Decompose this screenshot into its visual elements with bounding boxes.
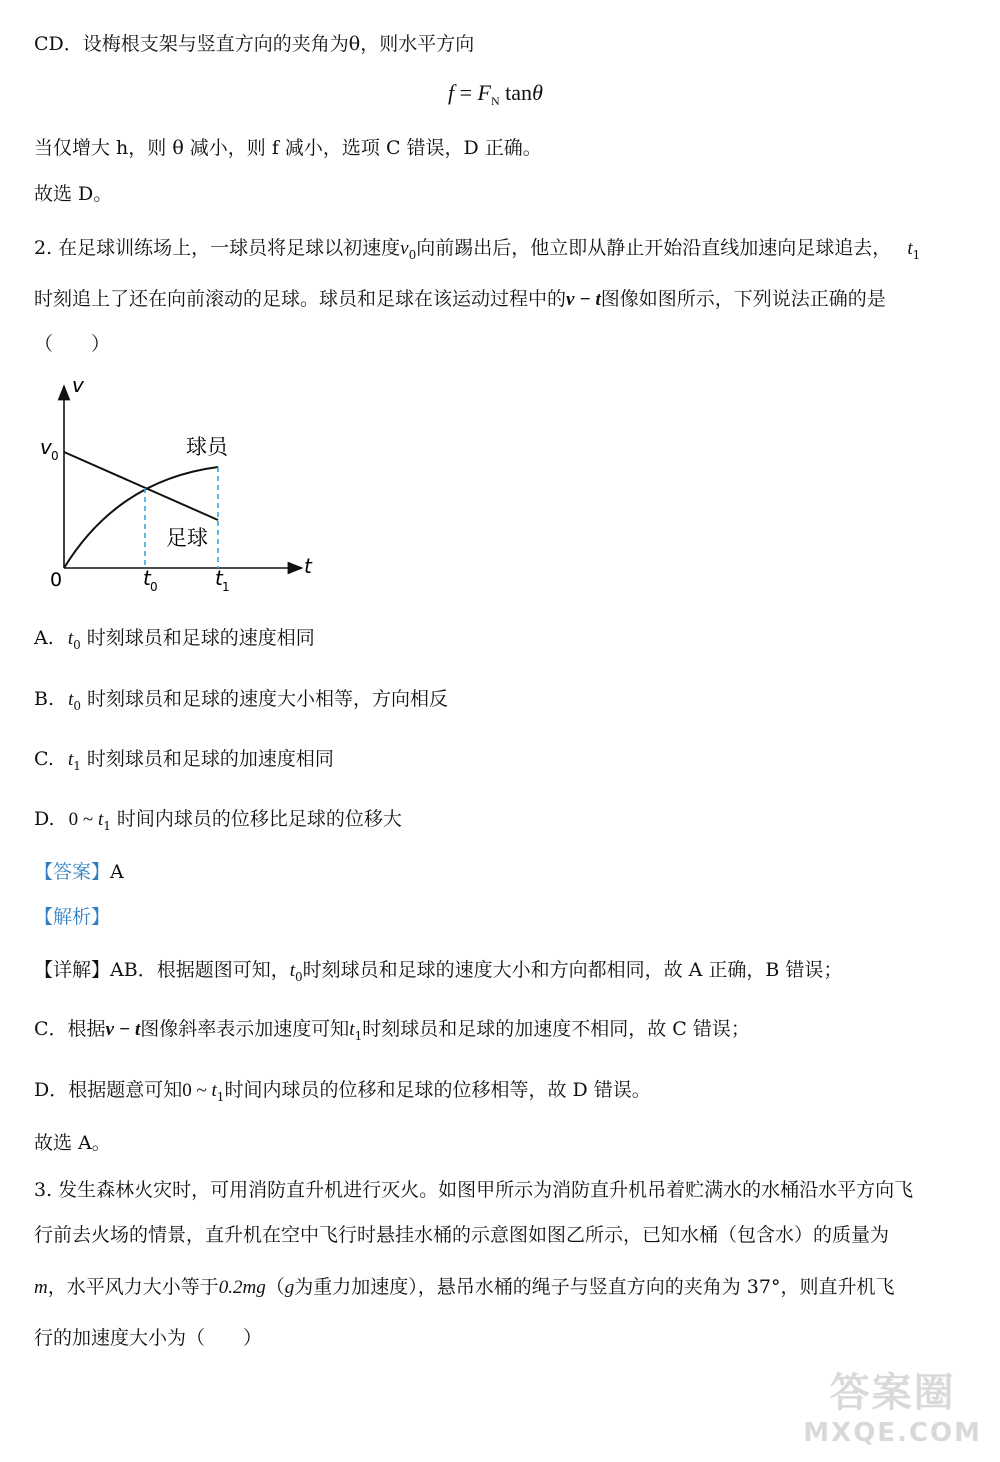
ball-label: 足球 (166, 526, 208, 550)
q2-vt-figure (30, 370, 330, 600)
analysis-tag: 【解析】 (34, 906, 111, 928)
q2-option-c: C. $t_1$ 时刻球员和足球的加速度相同 (34, 748, 334, 773)
t1-label: t (215, 566, 223, 590)
q2-option-d: D. 0 ~ $t_1$ 时间内球员的位移比足球的位移大 (34, 808, 402, 833)
t-axis-label: t (304, 554, 312, 578)
q2-option-b: B. $t_0$ 时刻球员和足球的速度大小相等，方向相反 (34, 688, 449, 713)
player-curve (64, 467, 218, 568)
ball-line (64, 452, 218, 520)
q1-choose: 故选 D。 (34, 183, 113, 205)
watermark-logo: 答案圈 MXQE.COM (803, 1370, 982, 1448)
q2-answer-blank: （ ） (34, 333, 111, 355)
q2-choose: 故选 A。 (34, 1132, 111, 1154)
v-axis-label: v (72, 373, 84, 397)
q3-line4: 行的加速度大小为（ ） (34, 1327, 263, 1349)
player-label: 球员 (186, 435, 228, 459)
q2-answer (34, 858, 124, 886)
origin-label: 0 (50, 569, 63, 591)
v0-sub-label: 0 (51, 449, 59, 463)
detail-ab: 【详解】AB．根据题图可知，$t_0$时刻球员和足球的速度大小和方向都相同，故 A 正确，B 错误； (34, 959, 843, 984)
answer-tag: 【答案】 (34, 861, 111, 883)
detail-d: D．根据题意可知0 ~ $t_1$时间内球员的位移和足球的位移相等，故 D 错误。 (34, 1079, 651, 1104)
q3-line2: 行前去火场的情景，直升机在空中飞行时悬挂水桶的示意图如图乙所示，已知水桶（包含水）的质量为 (34, 1224, 890, 1246)
detail-c: C．根据v − t图像斜率表示加速度可知$t_1$时刻球员和足球的加速度不相同，故 C 错误； (34, 1018, 750, 1043)
q2-stem-line1: 2. 在足球训练场上，一球员将足球以初速度$v_0$向前踢出后，他立即从静止开始沿直线加速向足球追去， $t_1$ (34, 237, 921, 262)
q2-stem-line2: 时刻追上了还在向前滚动的足球。球员和足球在该运动过程中的v − t图像如图所示，下列说法正确的是 (34, 288, 886, 310)
t1-sub-label: 1 (222, 580, 230, 594)
v0-label: v (40, 435, 52, 459)
q1-conclusion: 当仅增大 h，则 θ 减小，则 f 减小，选项 C 错误，D 正确。 (34, 137, 542, 159)
t0-label: t (143, 566, 151, 590)
q3-line3: m，水平风力大小等于0.2mg（g为重力加速度），悬吊水桶的绳子与竖直方向的夹角为 37°，则直升机飞 (34, 1276, 895, 1298)
q1-formula: $f = F_N$ tanθ (448, 80, 543, 108)
q2-option-a: A. $t_0$ 时刻球员和足球的速度相同 (34, 627, 315, 652)
q1-cd-line: CD．设梅根支架与竖直方向的夹角为θ，则水平方向 (34, 33, 475, 55)
answer-value: A (110, 861, 124, 883)
q3-line1: 3. 发生森林火灾时，可用消防直升机进行灭火。如图甲所示为消防直升机吊着贮满水的水桶沿水平方向飞 (34, 1179, 914, 1201)
t0-sub-label: 0 (150, 580, 158, 594)
